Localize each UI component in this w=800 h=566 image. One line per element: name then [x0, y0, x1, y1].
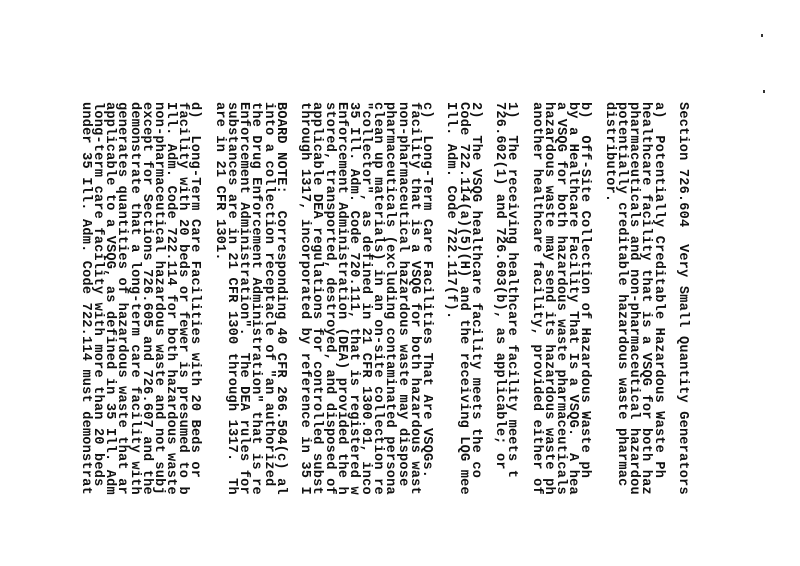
scan-speck: [761, 34, 763, 37]
text-line: BOARD NOTE: Corresponding 40 CFR 266.504(c) al: [272, 102, 288, 495]
text-line: healthcare facility that is a VSQG for both haz: [638, 102, 654, 495]
text-line: pharmaceuticals (excluding contaminated persona: [382, 102, 398, 495]
text-line: d) Long-Term Care Facilities with 20 Beds or: [187, 102, 203, 479]
text-line: under 35 Ill. Adm. Code 722.114 must demonstrat: [77, 102, 93, 495]
text-line: 726.602(1) and 726.603(b), as applicable; or: [492, 102, 508, 470]
text-line: long-term care facility with more than 20 beds: [90, 102, 105, 487]
text-line: Code 722.114(a)(5)(H) and the receiving LQG mee: [455, 102, 471, 495]
text-line: are in 21 CFR 1301.: [211, 102, 227, 261]
text-line: c) Long-Term Care Facilities That Are VSQGs.: [419, 102, 435, 479]
text-line: "collector", as defined in 21 CFR 1300.01, inco: [358, 102, 374, 495]
text-line: Enforcement Administration (DEA) provided the h: [333, 102, 349, 495]
text-line: demonstrate that a long-term care facility with: [126, 102, 142, 495]
text-line: stored, transported, destroyed, and disposed of: [321, 102, 337, 495]
text-line: facility with 20 beds or fewer is presumed to b: [175, 102, 191, 495]
text-line: potentially creditable hazardous waste pharmac: [614, 102, 630, 487]
text-line: Enforcement Administration". The DEA rules for: [236, 102, 252, 495]
text-line: facility that is a VSQG for both hazardous wast: [406, 102, 422, 495]
text-line: non-pharmaceutical hazardous waste and not subj: [150, 102, 166, 495]
text-line: distributor.: [601, 102, 617, 203]
text-line: generates quantities of hazardous waste that ar: [114, 102, 130, 495]
text-line: except for Sections 726.605 and 726.607 and the: [138, 102, 154, 495]
text-line: Ill. Adm. Code 722.114 for both hazardous waste: [163, 102, 179, 495]
text-line: the Drug Enforcement Administration" that is re: [248, 102, 264, 495]
text-line: b) Off-Site Collection of Hazardous Waste ph: [577, 102, 593, 479]
text-line: applicable to a VSQG, as defined in 35 Ill. Adm: [102, 102, 118, 495]
scan-speck: [763, 90, 765, 93]
text-line: a) Potentially Creditable Hazardous Waste Ph: [650, 102, 666, 479]
text-line: 35 Ill. Adm. Code 720.111, that is registered w: [345, 102, 361, 495]
text-line: non-pharmaceutical hazardous waste may dispose: [394, 102, 410, 487]
text-line: 1) The receiving healthcare facility meets t: [504, 102, 520, 479]
text-line: into a collection receptacle of "an authorized: [260, 102, 276, 487]
text-line: substances are in 21 CFR 1300 through 1317. Th: [224, 102, 240, 495]
text-line: applicable DEA regulations for controlled subst: [309, 102, 325, 495]
text-line: by a Healthcare Facility That Is a VSQG. A hea: [565, 102, 581, 495]
text-line: 2) The VSQG healthcare facility meets the co: [467, 102, 483, 479]
blank-line: [591, 102, 603, 566]
text-line: hazardous waste may send its hazardous waste ph: [540, 102, 556, 495]
text-line: through 1317, incorporated by reference in 35 I: [297, 102, 313, 495]
blank-line: [201, 102, 213, 566]
text-line: a VSQG for both hazardous waste pharmaceuticals: [553, 102, 569, 495]
text-line: Ill. Adm. Code 722.117(f).: [443, 102, 459, 320]
blank-line: [517, 102, 529, 566]
text-line: clean up materials) in an on-site collection re: [370, 102, 386, 495]
text-line: Section 726.604 Very Small Quantity Generators: [675, 102, 690, 495]
text-line: pharmaceuticals and non-pharmaceutical hazardou: [626, 102, 642, 495]
text-line: another healthcare facility, provided either of: [528, 102, 544, 495]
